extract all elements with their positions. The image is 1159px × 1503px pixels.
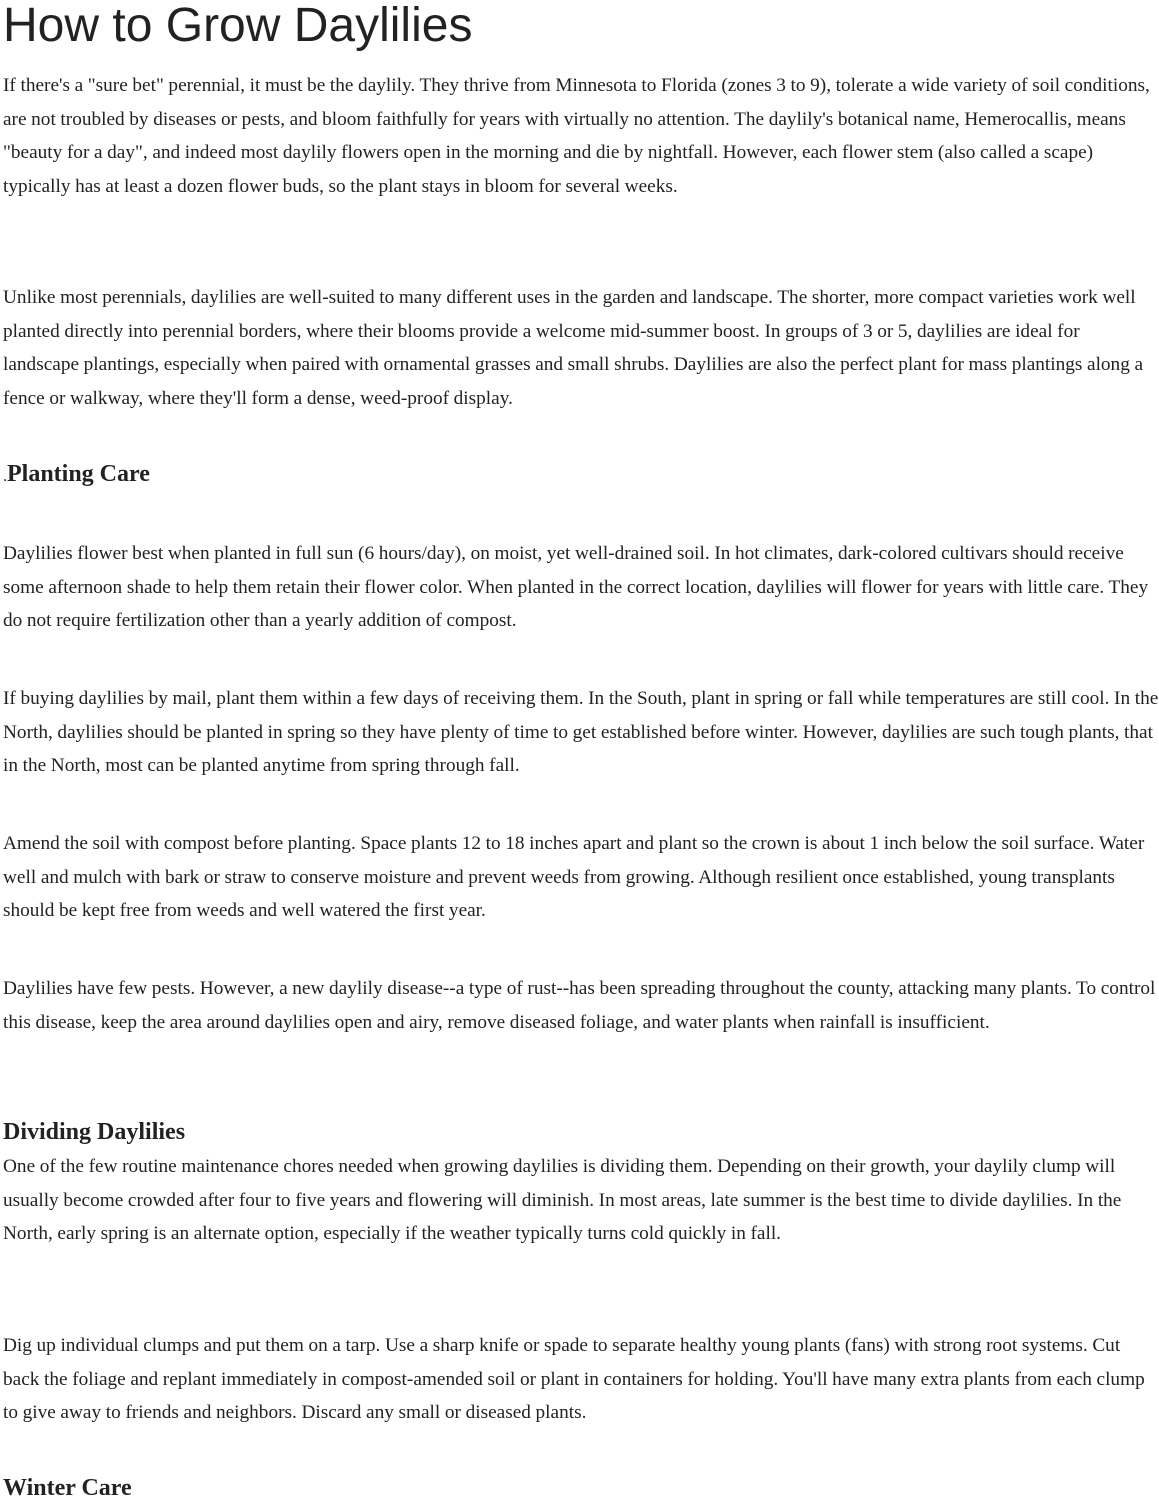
dividing-paragraph-2: Dig up individual clumps and put them on a tarp. Use a sharp knife or spade to separate healthy young plants (fans) with strong root systems. Cut back the foliage and replant immediately in compost-amended soil or plant in containers for holding. You'll have many extra plants from each clump to give away to friends and neighbors. Discard any small or diseased plants. [3,1335,1145,1424]
section-heading-dividing-daylilies: Dividing Daylilies [3,1119,186,1145]
heading-prefix: . [3,468,7,485]
dividing-paragraph-1: One of the few routine maintenance chores needed when growing daylilies is dividing them. Depending on their growth, your daylily clump will usually become crowded after four to five years and flowering will diminish. In most areas, late summer is the best time to divide daylilies. In the North, early spring is an alternate option, especially if the weather typically turns cold quickly in fall. [3,1156,1122,1245]
heading-text: Planting Care [7,461,150,487]
intro-paragraph-1: If there's a "sure bet" perennial, it must be the daylily. They thrive from Minnesota to Florida (zones 3 to 9), tolerate a wide variety of soil conditions, are not troubled by diseases or pests, and bloom faithfully for years with virtually no attention. The daylily's botanical name, Hemerocallis, means "beauty for a day", and indeed most daylily flowers open in the morning and die by nightfall. However, each flower stem (also called a scape) typically has at least a dozen flower buds, so the plant stays in bloom for several weeks. [3,75,1150,197]
section-heading-planting-care [3,459,150,492]
planting-paragraph-4: Daylilies have few pests. However, a new daylily disease--a type of rust--has been spreading throughout the county, attacking many plants. To control this disease, keep the area around daylilies open and airy, remove diseased foliage, and water plants when rainfall is insufficient. [3,978,1156,1033]
planting-paragraph-1: Daylilies flower best when planted in full sun (6 hours/day), on moist, yet well-drained soil. In hot climates, dark-colored cultivars should receive some afternoon shade to help them retain their flower color. When planted in the correct location, daylilies will flower for years with little care. They do not require fertilization other than a yearly addition of compost. [3,543,1149,632]
planting-paragraph-2: If buying daylilies by mail, plant them within a few days of receiving them. In the South, plant in spring or fall while temperatures are still cool. In the North, daylilies should be planted in spring so they have plenty of time to get established before winter. However, daylilies are such tough plants, that in the North, most can be planted anytime from spring through fall. [3,688,1159,777]
planting-paragraph-3: Amend the soil with compost before planting. Space plants 12 to 18 inches apart and plant so the crown is about 1 inch below the soil surface. Water well and mulch with bark or straw to conserve moisture and prevent weeds from growing. Although resilient once established, young transplants should be kept free from weeds and well watered the first year. [3,833,1145,922]
section-heading-winter-care: Winter Care [3,1475,132,1501]
page-title: How to Grow Daylilies [3,0,473,52]
intro-paragraph-2: Unlike most perennials, daylilies are well-suited to many different uses in the garden and landscape. The shorter, more compact varieties work well planted directly into perennial borders, where their blooms provide a welcome mid-summer boost. In groups of 3 or 5, daylilies are ideal for landscape plantings, especially when paired with ornamental grasses and small shrubs. Daylilies are also the perfect plant for mass plantings along a fence or walkway, where they'll form a dense, weed-proof display. [3,287,1144,409]
